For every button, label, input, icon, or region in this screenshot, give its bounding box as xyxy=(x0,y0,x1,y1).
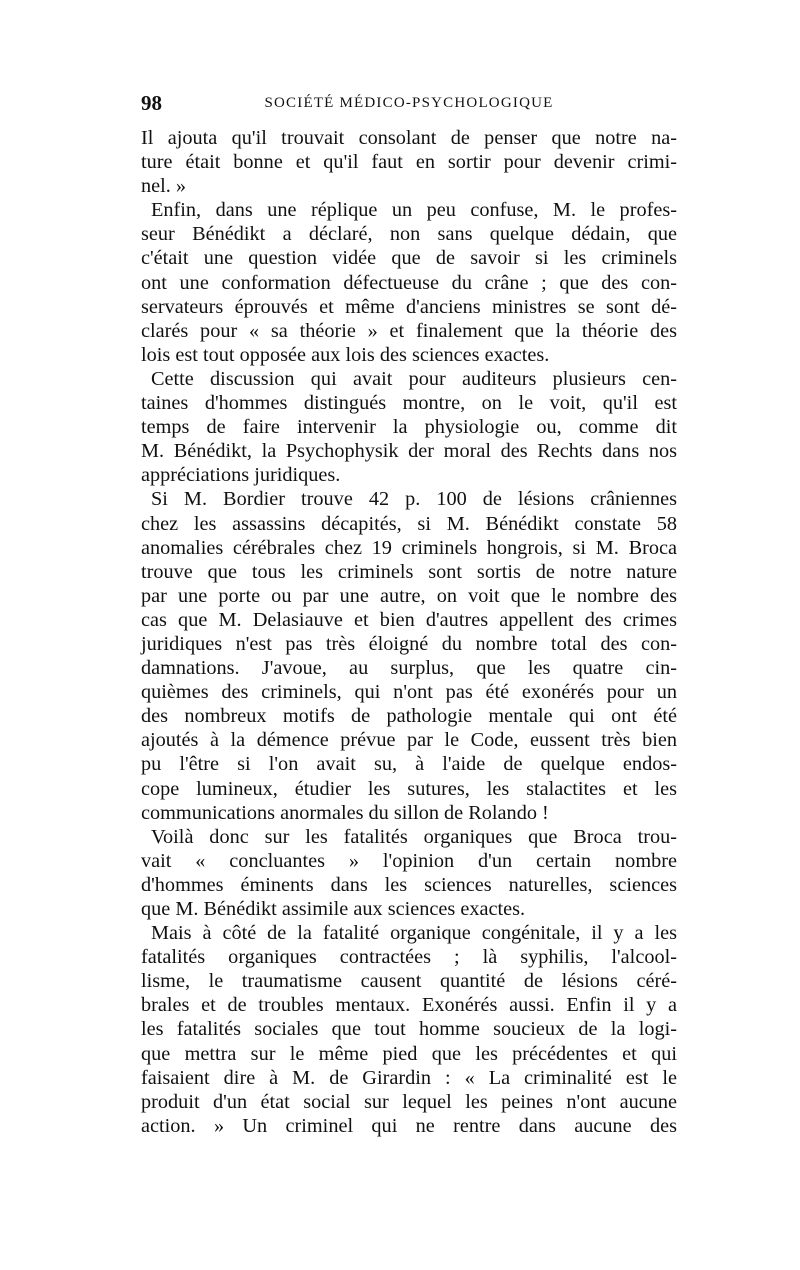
text-line: ajoutés à la démence prévue par le Code, eussent très bien xyxy=(141,729,677,752)
text-line: lisme, le traumatisme causent quantité de lésions céré- xyxy=(141,970,677,993)
text-line: que M. Bénédikt assimile aux sciences exactes. xyxy=(141,898,526,920)
text-line: les fatalités sociales que tout homme soucieux de la logi- xyxy=(141,1018,677,1041)
text-line: Voilà donc sur les fatalités organiques que Broca trou- xyxy=(151,825,677,848)
text-line: seur Bénédikt a déclaré, non sans quelque dédain, que xyxy=(141,223,677,246)
text-line: c'était une question vidée que de savoir si les criminels xyxy=(141,247,677,270)
text-line: Si M. Bordier trouve 42 p. 100 de lésions crâniennes xyxy=(151,488,677,511)
page-header xyxy=(141,92,677,114)
text-line: appréciations juridiques. xyxy=(141,464,341,487)
text-line: par une porte ou par une autre, on voit que le nombre des xyxy=(141,584,677,607)
text-line: servateurs éprouvés et même d'anciens ministres se sont dé- xyxy=(141,295,677,318)
text-line: taines d'hommes distingués montre, on le voit, qu'il est xyxy=(141,392,677,415)
text-line: Mais à côté de la fatalité organique congénitale, il y a les xyxy=(151,922,677,945)
text-line: Enfin, dans une réplique un peu confuse, M. le profes- xyxy=(151,199,677,222)
text-line: des nombreux motifs de pathologie mentale qui ont été xyxy=(141,705,677,728)
text-line: brales et de troubles mentaux. Exonérés aussi. Enfin il y a xyxy=(141,994,677,1017)
text-line: vait « concluantes » l'opinion d'un certain nombre xyxy=(141,849,677,872)
text-line: Il ajouta qu'il trouvait consolant de penser que notre na- xyxy=(141,127,677,149)
text-line: produit d'un état social sur lequel les peines n'ont aucune xyxy=(141,1090,677,1113)
body-text xyxy=(141,126,677,1138)
text-line: cas que M. Delasiauve et bien d'autres appellent des crimes xyxy=(141,608,677,631)
text-line: cope lumineux, étudier les sutures, les stalactites et les xyxy=(141,777,677,800)
text-line: trouve que tous les criminels sont sortis de notre nature xyxy=(141,560,677,583)
text-line: ont une conformation défectueuse du crâne ; que des con- xyxy=(141,271,677,294)
text-line: d'hommes éminents dans les sciences naturelles, sciences xyxy=(141,873,677,896)
text-line: que mettra sur le même pied que les précédentes et qui xyxy=(141,1042,677,1065)
text-line: action. » Un criminel qui ne rentre dans aucune des xyxy=(141,1114,677,1137)
text-line: clarés pour « sa théorie » et finalement que la théorie des xyxy=(141,319,677,342)
text-line: faisaient dire à M. de Girardin : « La criminalité est le xyxy=(141,1066,677,1089)
running-title: SOCIÉTÉ MÉDICO-PSYCHOLOGIQUE xyxy=(264,95,554,111)
text-line: communications anormales du sillon de Rolando ! xyxy=(141,801,549,824)
text-line: pu l'être si l'on avait su, à l'aide de quelque endos- xyxy=(141,753,677,776)
text-line: fatalités organiques contractées ; là syphilis, l'alcool- xyxy=(141,946,677,969)
text-line: ture était bonne et qu'il faut en sortir pour devenir crimi- xyxy=(141,151,677,174)
text-line: lois est tout opposée aux lois des sciences exactes. xyxy=(141,343,550,366)
text-line: juridiques n'est pas très éloigné du nombre total des con- xyxy=(141,632,677,655)
text-line: temps de faire intervenir la physiologie ou, comme dit xyxy=(141,416,677,439)
text-line: chez les assassins décapités, si M. Bénédikt constate 58 xyxy=(141,512,677,535)
text-line: nel. » xyxy=(141,175,187,198)
text-line: anomalies cérébrales chez 19 criminels hongrois, si M. Broca xyxy=(141,536,677,559)
text-line: quièmes des criminels, qui n'ont pas été exonérés pour un xyxy=(141,681,677,704)
text-line: Cette discussion qui avait pour auditeurs plusieurs cen- xyxy=(151,367,677,390)
text-line: M. Bénédikt, la Psychophysik der moral des Rechts dans nos xyxy=(141,440,677,463)
text-line: damnations. J'avoue, au surplus, que les quatre cin- xyxy=(141,657,677,680)
page-number: 98 xyxy=(141,91,162,115)
